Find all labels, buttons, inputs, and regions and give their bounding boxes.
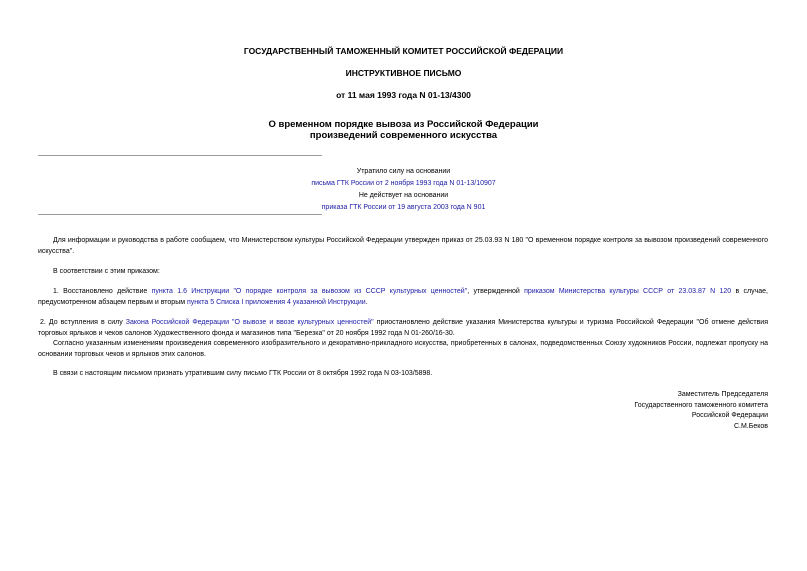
item-1-text-b: , утвержденной xyxy=(467,288,525,295)
signature-block xyxy=(634,390,768,432)
status-link-2[interactable]: приказа ГТК России от 19 августа 2003 года N 901 xyxy=(321,204,486,211)
ministry-order-link[interactable]: приказом Министерства культуры СССР от 23.03.87 N 120 xyxy=(524,288,732,295)
item-1-text-d: . xyxy=(365,298,368,306)
paragraph-repeal: В связи с настоящим письмом признать утратившим силу письмо ГТК России от 8 октября 1992 года N 03-103/5898. xyxy=(53,370,433,377)
item-2-text-a: 2. До вступления в силу xyxy=(40,319,126,326)
law-link[interactable]: Закона Российской Федерации "О вывозе и ввозе культурных ценностей" xyxy=(125,319,374,326)
status-line-3: Не действует на основании xyxy=(358,192,449,199)
appendix-link[interactable]: пункта 5 Списка I приложения 4 указанной Инструкции xyxy=(187,298,366,306)
item-2-text-b: приостановлено действие указания Министерства культуры и туризма Российской Федерации "Об отмене действия торговых ярлыков и чеков салонов Художественного фонда и магазинов типа "Березка" от 20 ноября 1992 года N 01-260/16-30. xyxy=(38,319,768,337)
signature-name: С.М.Беков xyxy=(733,422,768,430)
date-number-heading: от 11 мая 1993 года N 01-13/4300 xyxy=(336,90,471,100)
paragraph-item-1 xyxy=(38,287,768,308)
signature-line-2: Государственного таможенного комитета xyxy=(634,401,768,409)
status-line-1: Утратило силу на основании xyxy=(356,168,451,175)
paragraph-intro: Для информации и руководства в работе сообщаем, что Министерством культуры Российской Федерации утвержден приказ от 25.03.93 N 180 "О временном порядке контроля за вывозом произведений современного искусства". xyxy=(38,237,768,255)
item-1-text-c: в случае, предусмотренном абзацем первым и вторым xyxy=(38,288,768,306)
signature-line-3: Российской Федерации xyxy=(691,412,768,419)
signature-line-1: Заместитель Председателя xyxy=(677,391,768,398)
paragraph-item-2 xyxy=(38,318,768,339)
agency-heading: ГОСУДАРСТВЕННЫЙ ТАМОЖЕННЫЙ КОМИТЕТ РОССИЙСКОЙ ФЕДЕРАЦИИ xyxy=(243,46,564,56)
paragraph-accordance: Согласно указанным изменениям произведения современного изобразительного и декоративно-прикладного искусства, приобретенных в салонах, подведомственных Союзу художников России, подлежат пропуску на основании торговых чеков и ярлыков этих салонов. xyxy=(38,340,768,358)
bottom-divider xyxy=(38,214,322,215)
title-line-1: О временном порядке вывоза из Российской Федерации xyxy=(268,119,539,130)
doc-type-heading: ИНСТРУКТИВНОЕ ПИСЬМО xyxy=(345,68,462,78)
status-note xyxy=(0,166,807,214)
title-line-2: произведений современного искусства xyxy=(309,130,498,141)
instruction-link[interactable]: пункта 1.6 Инструкции "О порядке контроля за вывозом из СССР культурных ценностей" xyxy=(151,288,468,295)
status-link-1[interactable]: письма ГТК России от 2 ноября 1993 года N 01-13/10907 xyxy=(311,180,496,187)
top-divider xyxy=(38,155,322,156)
document-title xyxy=(0,119,807,141)
item-1-text-a: 1. Восстановлено действие xyxy=(53,288,152,295)
paragraph-pursuant: В соответствии с этим приказом: xyxy=(53,268,160,275)
